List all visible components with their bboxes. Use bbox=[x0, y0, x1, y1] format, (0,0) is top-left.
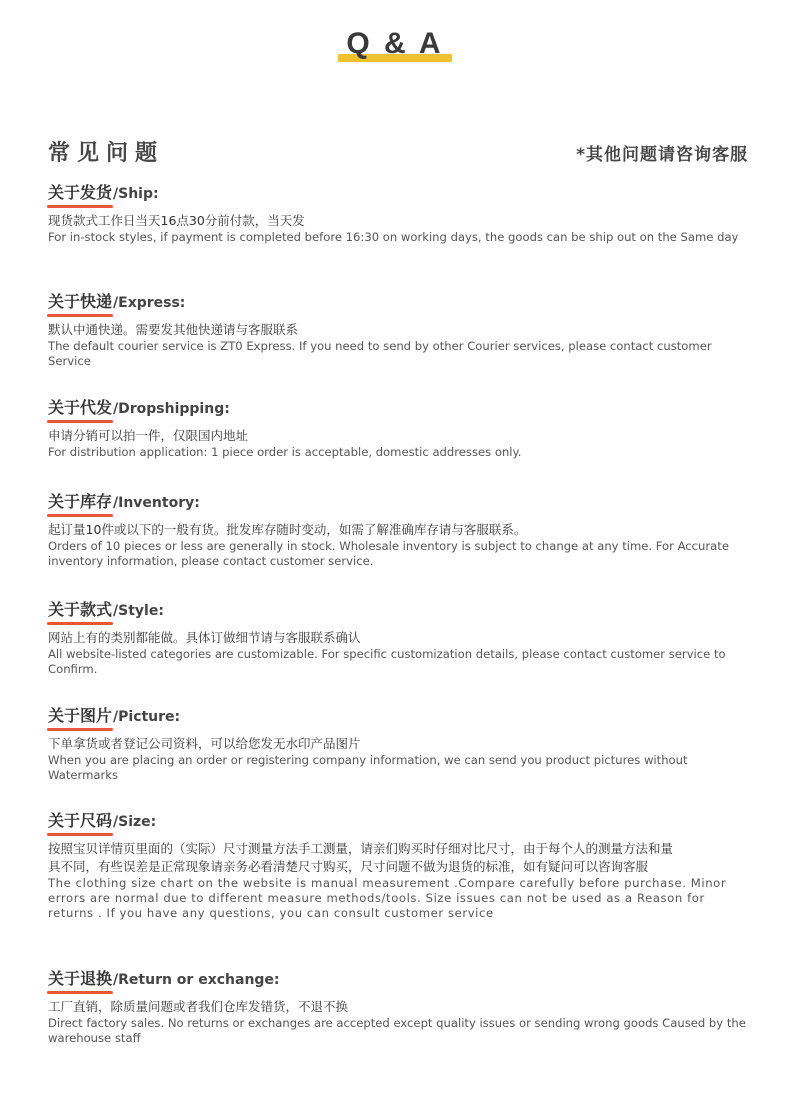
section-title-zh: 关于代发 bbox=[48, 398, 113, 417]
section-text-en: For in-stock styles, if payment is completed before 16:30 on working days, the goods can be ship out on the Same day bbox=[48, 230, 739, 244]
section-title bbox=[48, 397, 748, 423]
section-text-zh: 下单拿货或者登记公司资料，可以给您发无水印产品图片 bbox=[48, 736, 361, 751]
qa-header bbox=[338, 26, 452, 62]
section-title-en: /Picture: bbox=[113, 709, 181, 725]
section-title-en: /Express: bbox=[113, 295, 186, 311]
section-title bbox=[48, 705, 748, 731]
section-text-en: When you are placing an order or registering company information, we can send you product pictures without Watermarks bbox=[48, 753, 688, 782]
section-text-zh: 工厂直销，除质量问题或者我们仓库发错货，不退不换 bbox=[48, 999, 349, 1014]
title-underline bbox=[47, 728, 113, 731]
faq-heading: 常见问题 bbox=[48, 141, 165, 166]
section-ship bbox=[48, 182, 748, 245]
section-title-en: /Size: bbox=[113, 814, 157, 830]
title-underline bbox=[47, 420, 113, 423]
title-underline bbox=[47, 833, 113, 836]
section-text-en: All website-listed categories are customizable. For specific customization details, please contact customer service to Confirm. bbox=[48, 647, 726, 676]
section-text-zh: 网站上有的类别都能做。具体订做细节请与客服联系确认 bbox=[48, 630, 361, 645]
section-title-zh: 关于快递 bbox=[48, 292, 113, 311]
section-title bbox=[48, 968, 748, 994]
section-title-en: /Return or exchange: bbox=[113, 972, 280, 988]
section-title-zh: 关于尺码 bbox=[48, 811, 113, 830]
section-title bbox=[48, 810, 748, 836]
title-underline bbox=[47, 514, 113, 517]
section-text-zh: 按照宝贝详情页里面的（实际）尺寸测量方法手工测量，请亲们购买时仔细对比尺寸，由于每个人的测量方法和量具不同，有些误差是正常现象请亲务必看清楚尺寸购买，尺寸问题不做为退货的标准，如有疑问可以咨询客服 bbox=[48, 841, 674, 874]
section-title bbox=[48, 599, 748, 625]
title-underline bbox=[47, 622, 113, 625]
section-size bbox=[48, 810, 748, 921]
section-text-en: For distribution application: 1 piece order is acceptable, domestic addresses only. bbox=[48, 445, 522, 459]
faq-heading-row bbox=[48, 136, 748, 168]
section-title-en: /Ship: bbox=[113, 186, 159, 202]
section-text-en: The default courier service is ZT0 Express. If you need to send by other Courier services, please contact customer Service bbox=[48, 339, 712, 368]
section-express bbox=[48, 291, 748, 369]
section-title-en: /Inventory: bbox=[113, 495, 200, 511]
section-text-en: The clothing size chart on the website is manual measurement .Compare carefully before purchase. Minor errors are normal due to different measure methods/tools. Size issues can not be used as a Reason for returns . If you have any questions, you can consult customer service bbox=[48, 876, 727, 920]
section-text-zh: 现货款式工作日当天16点30分前付款，当天发 bbox=[48, 213, 305, 228]
section-title bbox=[48, 291, 748, 317]
section-picture bbox=[48, 705, 748, 783]
section-title-zh: 关于款式 bbox=[48, 600, 113, 619]
section-title-en: /Dropshipping: bbox=[113, 401, 230, 417]
section-title bbox=[48, 491, 748, 517]
section-inventory bbox=[48, 491, 748, 569]
title-underline bbox=[47, 314, 113, 317]
section-dropshipping bbox=[48, 397, 748, 460]
section-text-en: Direct factory sales. No returns or exchanges are accepted except quality issues or sending wrong goods Caused by the warehouse staff bbox=[48, 1016, 746, 1045]
section-title-zh: 关于发货 bbox=[48, 183, 113, 202]
section-title-zh: 关于图片 bbox=[48, 706, 113, 725]
section-title-zh: 关于库存 bbox=[48, 492, 113, 511]
section-title-en: /Style: bbox=[113, 603, 164, 619]
section-text-zh: 起订量10件或以下的一般有货。批发库存随时变动，如需了解准确库存请与客服联系。 bbox=[48, 522, 527, 537]
section-return bbox=[48, 968, 748, 1046]
title-underline bbox=[47, 991, 113, 994]
section-title bbox=[48, 182, 748, 208]
page-title: Q & A bbox=[346, 27, 444, 60]
faq-note: *其他问题请咨询客服 bbox=[576, 145, 748, 165]
section-style bbox=[48, 599, 748, 677]
title-underline bbox=[47, 205, 113, 208]
section-title-zh: 关于退换 bbox=[48, 969, 113, 988]
section-text-zh: 申请分销可以拍一件，仅限国内地址 bbox=[48, 428, 249, 443]
section-text-en: Orders of 10 pieces or less are generally in stock. Wholesale inventory is subject to change at any time. For Accurate inventory information, please contact customer service. bbox=[48, 539, 729, 568]
section-text-zh: 默认中通快递。需要发其他快递请与客服联系 bbox=[48, 322, 299, 337]
